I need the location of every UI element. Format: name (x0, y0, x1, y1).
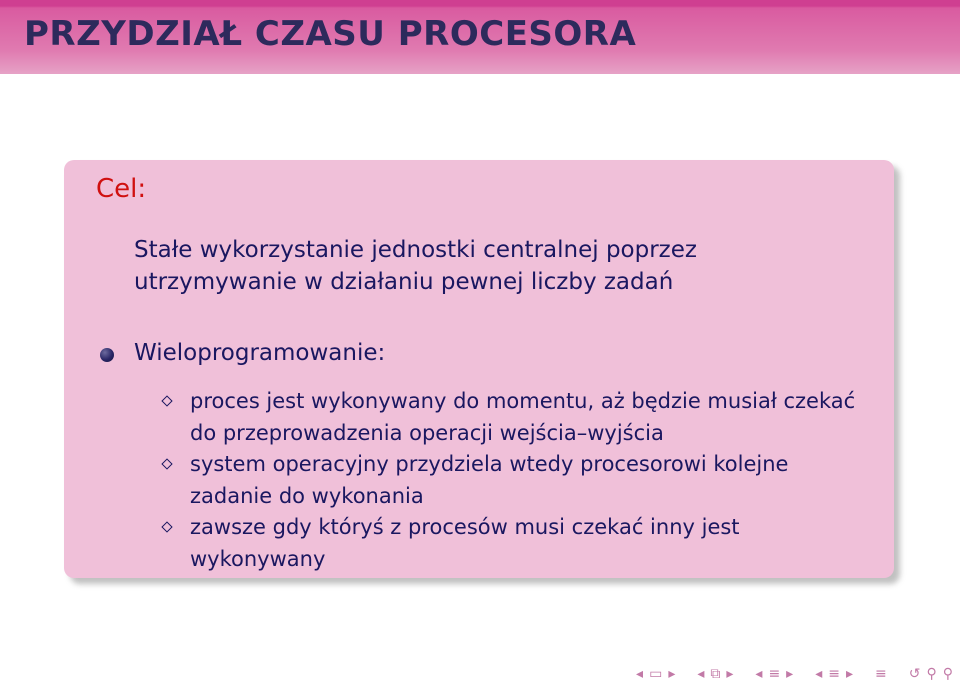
diamond-icon (161, 395, 172, 406)
next-frame-icon[interactable]: ▸ (668, 666, 676, 682)
sub-item (160, 512, 860, 575)
prev-section-icon[interactable]: ◂ (755, 666, 763, 682)
next-section-icon[interactable]: ▸ (786, 666, 794, 682)
prev-part-icon[interactable]: ◂ (815, 666, 823, 682)
block-title: Cel: (96, 174, 147, 204)
search-icon[interactable]: ⚲ (926, 666, 937, 682)
intro-text: Stałe wykorzystanie jednostki centralnej poprzez utrzymywanie w działaniu pewnej liczby zadań (134, 237, 697, 295)
zoom-icon[interactable]: ⚲ (942, 666, 953, 682)
align-icon[interactable]: ≡ (875, 666, 887, 682)
sub-list (160, 386, 860, 575)
bullet-label: Wieloprogramowanie: (134, 340, 386, 366)
content-block (64, 160, 894, 578)
first-frame-icon[interactable]: ◂ (636, 666, 644, 682)
navigation-bar (635, 664, 954, 684)
sub-item (160, 386, 860, 449)
diamond-icon (161, 458, 172, 469)
part-icon[interactable]: ≡ (828, 666, 840, 682)
sub-item-text: proces jest wykonywany do momentu, aż będzie musiał czekać do przeprowadzenia operacji wejścia–wyjścia (190, 389, 856, 445)
bullet-item (100, 340, 860, 366)
prev-subsection-icon[interactable]: ◂ (697, 666, 705, 682)
slide-title: PRZYDZIAŁ CZASU PROCESORA (24, 14, 637, 54)
sub-item (160, 449, 860, 512)
bullet-ball-icon (100, 348, 114, 362)
section-icon[interactable]: ≡ (768, 666, 781, 682)
next-part-icon[interactable]: ▸ (845, 666, 853, 682)
next-subsection-icon[interactable]: ▸ (726, 666, 734, 682)
frame-icon[interactable]: ▭ (649, 666, 663, 682)
diamond-icon (161, 521, 172, 532)
sub-item-text: zawsze gdy któryś z procesów musi czekać inny jest wykonywany (190, 515, 740, 571)
subsection-icon[interactable]: ⧉ (710, 666, 721, 682)
sub-item-text: system operacyjny przydziela wtedy procesorowi kolejne zadanie do wykonania (190, 452, 789, 508)
back-icon[interactable]: ↺ (908, 666, 921, 682)
